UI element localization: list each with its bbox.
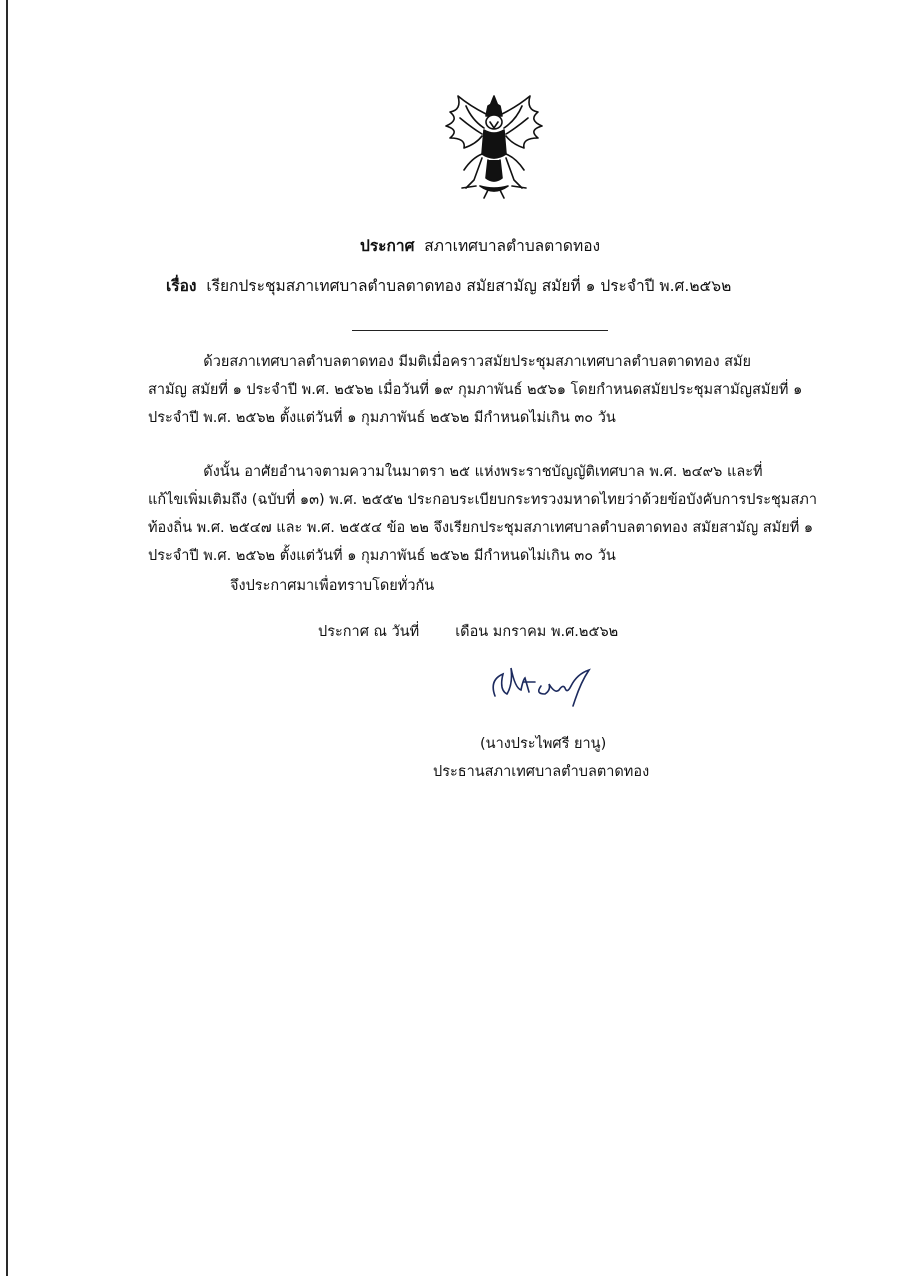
signatory-position: ประธานสภาเทศบาลตำบลตาดทอง — [433, 764, 650, 780]
paragraph-2 — [148, 458, 817, 570]
announcement-label: ประกาศ — [360, 237, 415, 255]
handwritten-signature-icon — [485, 660, 605, 708]
paragraph-2-line: แก้ไขเพิ่มเติมถึง (ฉบับที่ ๑๓) พ.ศ. ๒๕๕๒ ประกอบระเบียบกระทรวงมหาดไทยว่าด้วยข้อบังคับการประชุมสภา — [148, 492, 817, 508]
signatory-name: (นางประไพศรี ยานู) — [480, 736, 607, 752]
announcement-date — [318, 622, 618, 642]
announcement-heading — [360, 236, 600, 256]
subject-label: เรื่อง — [166, 277, 197, 295]
paragraph-2-line: ท้องถิ่น พ.ศ. ๒๕๔๗ และ พ.ศ. ๒๕๕๔ ข้อ ๒๒ จึงเรียกประชุมสภาเทศบาลตำบลตาดทอง สมัยสามัญ สมัยที่ ๑ — [148, 520, 814, 536]
paragraph-2-line: ประจำปี พ.ศ. ๒๕๖๒ ตั้งแต่วันที่ ๑ กุมภาพันธ์ ๒๕๖๒ มีกำหนดไม่เกิน ๓๐ วัน — [148, 548, 616, 564]
paragraph-1-line: ประจำปี พ.ศ. ๒๕๖๒ ตั้งแต่วันที่ ๑ กุมภาพันธ์ ๒๕๖๒ มีกำหนดไม่เกิน ๓๐ วัน — [148, 410, 616, 426]
paragraph-1-line: ด้วยสภาเทศบาลตำบลตาดทอง มีมติเมื่อคราวสมัยประชุมสภาเทศบาลตำบลตาดทอง สมัย — [148, 354, 752, 370]
paragraph-1 — [148, 348, 802, 432]
title-divider — [352, 330, 608, 331]
paragraph-2-line: ดังนั้น อาศัยอำนาจตามความในมาตรา ๒๕ แห่งพระราชบัญญัติเทศบาล พ.ศ. ๒๔๙๖ และที่ — [148, 464, 763, 480]
closing-statement: จึงประกาศมาเพื่อทราบโดยทั่วกัน — [230, 578, 435, 594]
organization-name: สภาเทศบาลตำบลตาดทอง — [424, 237, 601, 255]
paragraph-1-line: สามัญ สมัยที่ ๑ ประจำปี พ.ศ. ๒๕๖๒ เมื่อวันที่ ๑๙ กุมภาพันธ์ ๒๕๖๑ โดยกำหนดสมัยประชุมสามัญสมัยที่ ๑ — [148, 382, 803, 398]
subject-text: เรียกประชุมสภาเทศบาลตำบลตาดทอง สมัยสามัญ สมัยที่ ๑ ประจำปี พ.ศ.๒๕๖๒ — [206, 277, 732, 295]
date-suffix: เดือน มกราคม พ.ศ.๒๕๖๒ — [455, 624, 619, 640]
date-prefix: ประกาศ ณ วันที่ — [318, 624, 420, 640]
left-margin-rule — [6, 0, 8, 1276]
subject-line — [166, 276, 731, 296]
garuda-emblem-icon — [436, 92, 552, 200]
